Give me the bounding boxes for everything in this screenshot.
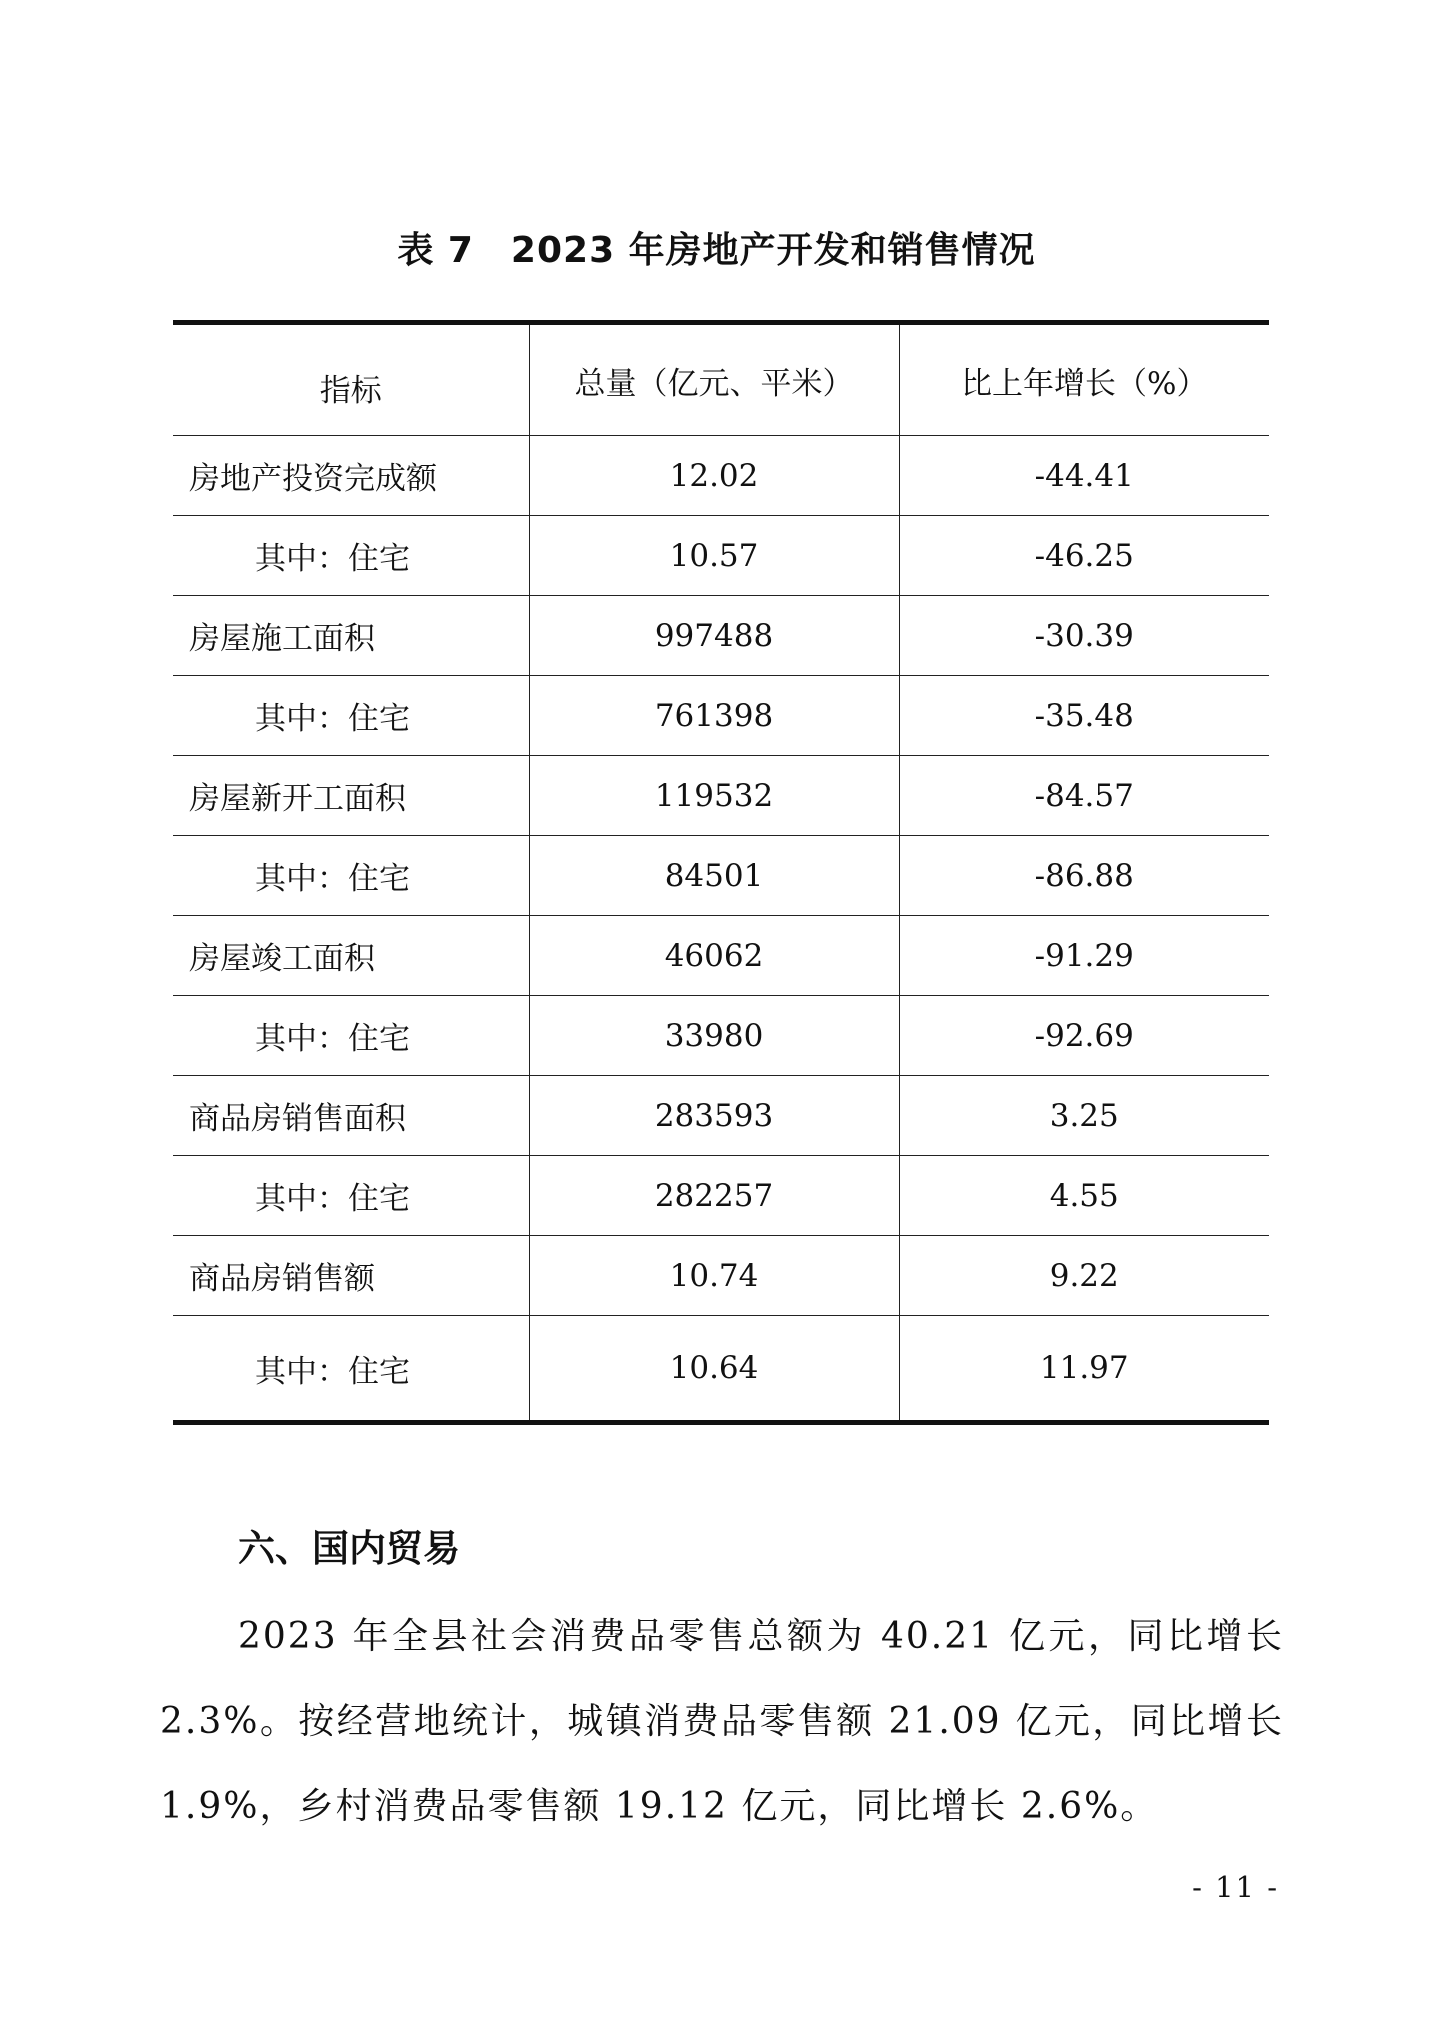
row-total: 10.64 (529, 1316, 899, 1423)
row-total: 46062 (529, 916, 899, 996)
table-row (173, 916, 1269, 996)
table-row (173, 756, 1269, 836)
row-indicator: 房屋新开工面积 (173, 756, 529, 836)
row-growth: -86.88 (899, 836, 1269, 916)
table-row (173, 1156, 1269, 1236)
row-growth: -91.29 (899, 916, 1269, 996)
row-growth: -92.69 (899, 996, 1269, 1076)
row-indicator: 其中：住宅 (173, 996, 529, 1076)
table-row (173, 1076, 1269, 1156)
body-paragraph: 2023 年全县社会消费品零售总额为 40.21 亿元，同比增长 2.3%。按经营地统计，城镇消费品零售额 21.09 亿元，同比增长 1.9%，乡村消费品零售额 19.12 亿元，同比增长 2.6%。 (160, 1616, 1284, 1827)
table-row (173, 1236, 1269, 1316)
page-number: - 11 - (1192, 1870, 1279, 1904)
row-indicator: 其中：住宅 (173, 516, 529, 596)
row-growth: 4.55 (899, 1156, 1269, 1236)
table-row (173, 1316, 1269, 1423)
row-total: 10.74 (529, 1236, 899, 1316)
row-total: 12.02 (529, 436, 899, 516)
row-indicator: 其中：住宅 (173, 1156, 529, 1236)
section-heading: 六、国内贸易 (238, 1527, 460, 1570)
row-indicator: 房屋竣工面积 (173, 916, 529, 996)
row-growth: 11.97 (899, 1316, 1269, 1423)
row-growth: 3.25 (899, 1076, 1269, 1156)
row-total: 119532 (529, 756, 899, 836)
row-total: 997488 (529, 596, 899, 676)
row-indicator: 其中：住宅 (173, 836, 529, 916)
row-total: 84501 (529, 836, 899, 916)
row-total: 33980 (529, 996, 899, 1076)
row-total: 283593 (529, 1076, 899, 1156)
column-header-indicator: 指标 (173, 323, 529, 436)
row-indicator: 商品房销售面积 (173, 1076, 529, 1156)
table-row (173, 596, 1269, 676)
row-total: 761398 (529, 676, 899, 756)
table-row (173, 996, 1269, 1076)
row-indicator: 其中：住宅 (173, 676, 529, 756)
row-growth: -84.57 (899, 756, 1269, 836)
row-total: 10.57 (529, 516, 899, 596)
table-row (173, 436, 1269, 516)
row-growth: 9.22 (899, 1236, 1269, 1316)
table-row (173, 836, 1269, 916)
row-indicator: 房屋施工面积 (173, 596, 529, 676)
row-growth: -44.41 (899, 436, 1269, 516)
row-indicator: 房地产投资完成额 (173, 436, 529, 516)
real-estate-table (173, 320, 1269, 1425)
table-row (173, 676, 1269, 756)
table-row (173, 516, 1269, 596)
column-header-total: 总量（亿元、平米） (529, 323, 899, 436)
table-header-row (173, 323, 1269, 436)
row-growth: -30.39 (899, 596, 1269, 676)
row-indicator: 其中：住宅 (255, 1353, 410, 1390)
row-growth: -35.48 (899, 676, 1269, 756)
row-indicator: 商品房销售额 (173, 1236, 529, 1316)
row-total: 282257 (529, 1156, 899, 1236)
table-title: 表 7 2023 年房地产开发和销售情况 (397, 230, 1036, 271)
row-growth: -46.25 (899, 516, 1269, 596)
column-header-growth: 比上年增长（%） (899, 323, 1269, 436)
